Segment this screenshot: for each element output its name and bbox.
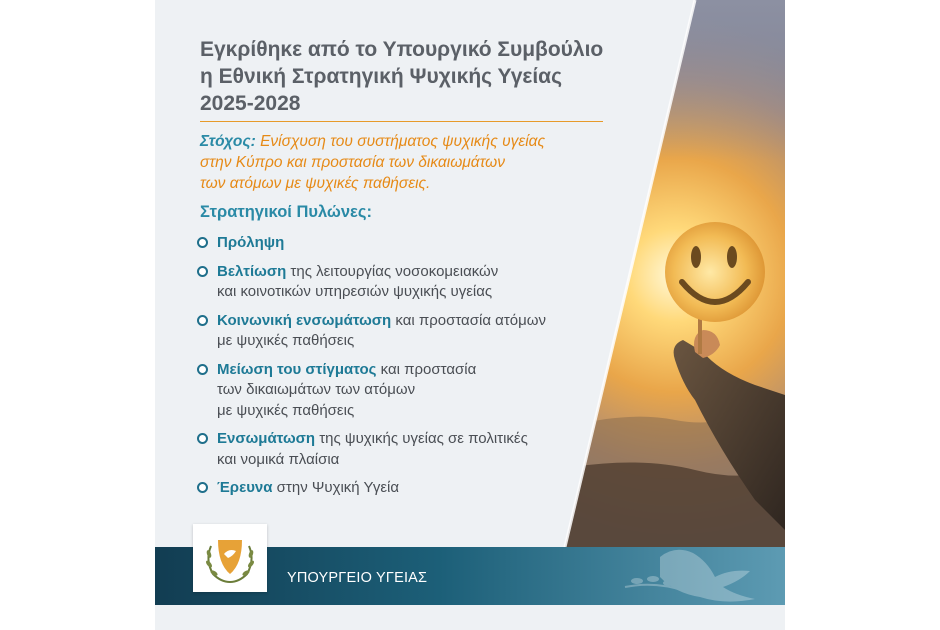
ring-bullet-icon bbox=[197, 364, 208, 375]
pillar-text: στην Ψυχική Υγεία bbox=[272, 479, 400, 496]
pillar-text-line-3: με ψυχικές παθήσεις bbox=[217, 401, 355, 419]
pillar-text: και προστασία ατόμων bbox=[391, 311, 546, 329]
title-line-3: 2025-2028 bbox=[200, 92, 301, 115]
pillar-text-line-2: και κοινοτικών υπηρεσιών ψυχικής υγείας bbox=[217, 283, 493, 300]
ministry-name: ΥΠΟΥΡΓΕΙΟ ΥΓΕΙΑΣ bbox=[287, 570, 428, 586]
pillar-text-line-2: με ψυχικές παθήσεις bbox=[217, 332, 355, 349]
ring-bullet-icon bbox=[197, 266, 208, 277]
pillar-policy-integration bbox=[197, 429, 617, 470]
goal-line-1: Ενίσχυση του συστήματος ψυχικής υγείας bbox=[255, 133, 546, 150]
pillar-social-integration bbox=[197, 311, 617, 352]
goal-text bbox=[200, 131, 640, 194]
goal-line-2: στην Κύπρο και προστασία των δικαιωμάτων bbox=[200, 154, 505, 171]
smiley-face-icon bbox=[665, 222, 765, 322]
pillar-title: Κοινωνική ενσωμάτωση bbox=[217, 311, 392, 329]
pillar-text: και προστασία bbox=[376, 360, 477, 378]
pillar-title: Έρευνα bbox=[217, 479, 273, 496]
pillar-prevention bbox=[197, 233, 617, 254]
ring-bullet-icon bbox=[197, 237, 208, 248]
title-line-1: Εγκρίθηκε από το Υπουργικό Συμβούλιο bbox=[200, 38, 604, 61]
pillars-list bbox=[197, 233, 617, 499]
goal-label: Στόχος: bbox=[200, 133, 256, 150]
ring-bullet-icon bbox=[197, 315, 208, 326]
pillar-title: Μείωση του στίγματος bbox=[217, 360, 377, 378]
pillar-text-line-2: των δικαιωμάτων των ατόμων bbox=[217, 381, 416, 398]
ring-bullet-icon bbox=[197, 482, 208, 493]
pillar-improvement bbox=[197, 262, 617, 303]
pillar-text: της ψυχικής υγείας σε πολιτικές bbox=[315, 430, 528, 447]
pillar-text: της λειτουργίας νοσοκομειακών bbox=[286, 262, 499, 280]
goal-line-3: των ατόμων με ψυχικές παθήσεις. bbox=[200, 175, 431, 192]
ring-bullet-icon bbox=[197, 433, 208, 444]
pillar-text-line-2: και νομικά πλαίσια bbox=[217, 450, 340, 468]
pillar-title: Πρόληψη bbox=[217, 234, 285, 251]
pillar-title: Βελτίωση bbox=[217, 262, 287, 280]
pillar-stigma-reduction bbox=[197, 360, 617, 422]
infographic-card bbox=[155, 0, 785, 630]
pillar-research bbox=[197, 478, 617, 499]
ministry-logo bbox=[193, 524, 267, 592]
pillar-title: Ενσωμάτωση bbox=[217, 430, 316, 447]
cyprus-coat-of-arms-icon bbox=[193, 524, 267, 592]
title-divider bbox=[200, 121, 603, 122]
title-line-2: η Εθνική Στρατηγική Ψυχικής Υγείας bbox=[200, 65, 563, 88]
page-title bbox=[200, 36, 630, 117]
pillars-heading: Στρατηγικοί Πυλώνες: bbox=[200, 203, 372, 221]
